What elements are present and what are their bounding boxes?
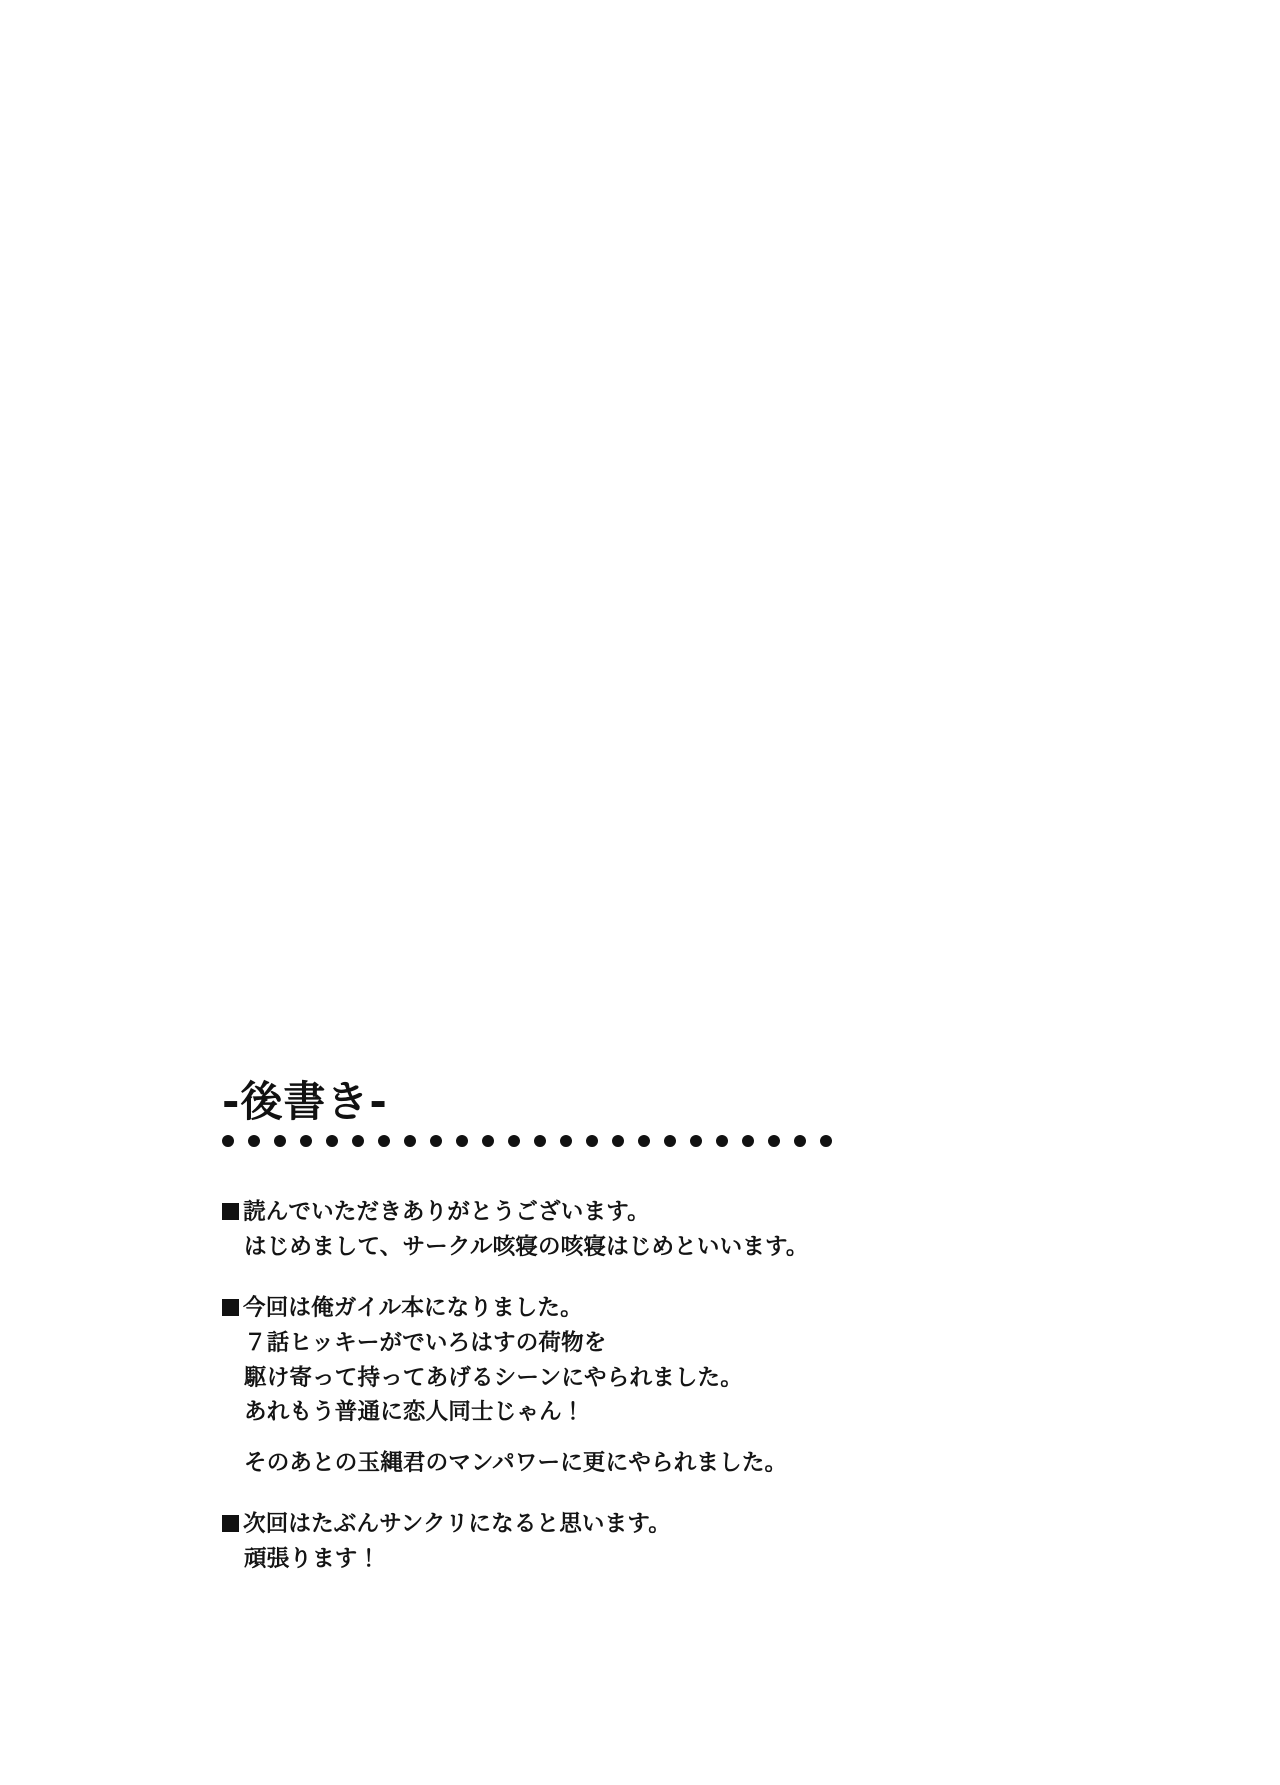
paragraph-line: 次回はたぶんサンクリになると思います。 (243, 1511, 671, 1538)
square-bullet-icon (222, 1203, 239, 1220)
paragraph-about-this-work (222, 1291, 1122, 1481)
paragraph-greeting (222, 1195, 1122, 1265)
paragraph-next-time (222, 1507, 1122, 1577)
square-bullet-icon (222, 1299, 239, 1316)
paragraph-line: そのあとの玉縄君のマンパワーに更にやられました。 (244, 1450, 788, 1477)
paragraph-line: 駆け寄って持ってあげるシーンにやられました。 (244, 1364, 743, 1391)
paragraph-spacer (222, 1430, 1122, 1446)
page-title: -後書き- (222, 1077, 388, 1126)
afterword-header (222, 1077, 1082, 1148)
paragraph-lead-line (222, 1195, 1122, 1230)
paragraph-line: 今回は俺ガイル本になりました。 (243, 1294, 583, 1321)
dotted-divider (222, 1134, 834, 1148)
paragraph-line: 頑張ります！ (244, 1546, 381, 1572)
paragraph-line: ７話ヒッキーがでいろはすの荷物を (244, 1329, 607, 1356)
paragraph-lead-line (222, 1507, 1122, 1542)
square-bullet-icon (222, 1515, 239, 1532)
paragraph-line: 読んでいただきありがとうございます。 (243, 1199, 650, 1225)
paragraph-line: あれもう普通に恋人同士じゃん！ (244, 1399, 585, 1426)
paragraph-line: はじめまして、サークル咳寝の咳寝はじめといいます。 (244, 1233, 809, 1260)
afterword-body (222, 1195, 1122, 1577)
paragraph-lead-line (222, 1291, 1122, 1326)
